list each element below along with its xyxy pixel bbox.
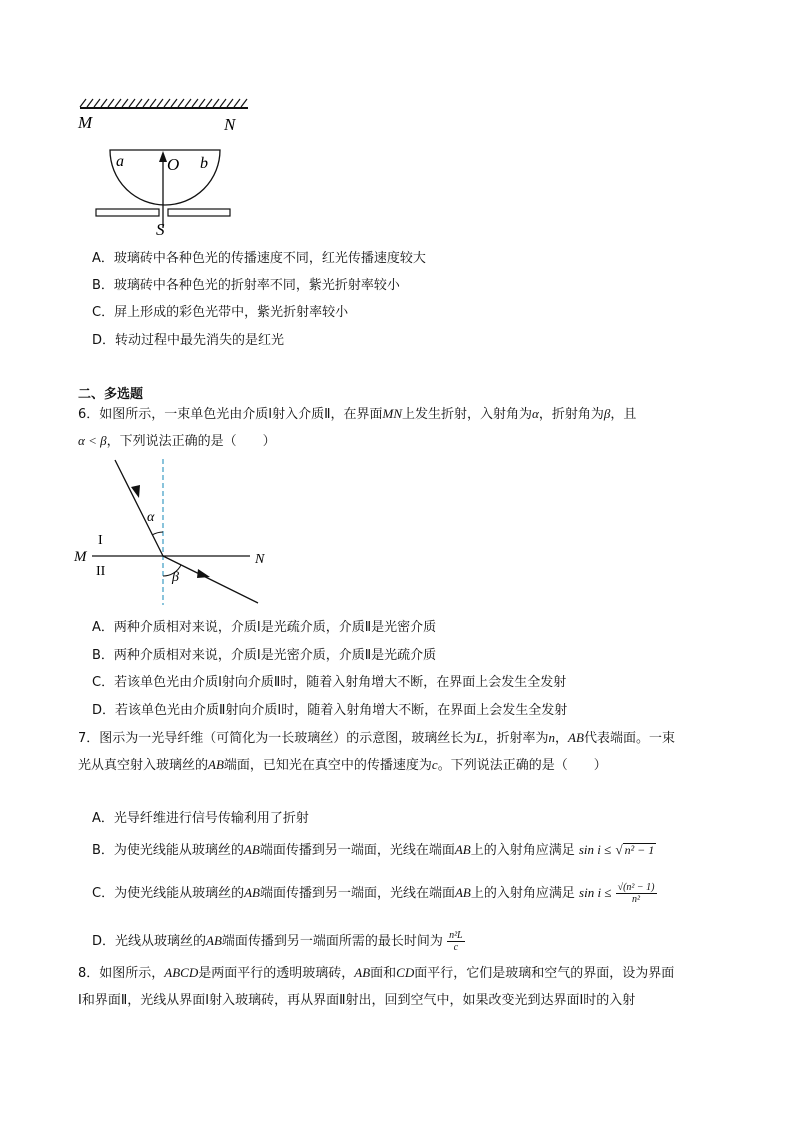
angle-alpha-arc [152,532,163,535]
q7-stem-line2 [78,756,607,775]
q7-AB2: AB [208,757,224,772]
figure-semicircle-prism [0,0,794,240]
q8-text-d: 面平行，它们是玻璃和空气的界面，设为界面 [414,966,675,981]
q7-c-AB2: AB [454,885,471,900]
q7-c-text-c: 上的入射角应满足 [470,886,575,901]
q7-c-numerator: √(n² − 1) [617,882,655,893]
label-beta: β [172,570,179,585]
q7-b-AB: AB [243,842,260,857]
q7-text-b: ，折射率为 [483,731,549,746]
q7-L: L [476,730,484,745]
q7-text-c: ， [555,731,569,746]
q5-option-d: D．转动过程中最先消失的是红光 [92,333,285,348]
label-medium-I: I [98,533,103,548]
slit-plate-left [96,209,159,216]
q7-text-d: 代表端面。一束 [583,731,675,746]
q6-option-b: B．两种介质相对来说，介质Ⅰ是光密介质，介质Ⅱ是光疏介质 [92,648,437,663]
q7-d-denominator: c [453,942,459,953]
q5-option-a: A．玻璃砖中各种色光的传播速度不同，红光传播速度较大 [92,251,426,266]
label-N: N [224,115,236,134]
label-S: S [156,220,165,239]
q8-text-a: 8．如图所示， [78,966,165,981]
q7-b-text-a: B．为使光线能从玻璃丝的 [92,843,244,858]
q6-alpha: α [532,406,539,421]
q7-c-fraction [616,882,657,905]
q7-b-radicand: n² − 1 [624,843,655,857]
q7-d-fraction [447,930,465,953]
label-N2: N [255,552,265,567]
q7-text-f: 端面，已知光在真空中的传播速度为 [223,758,432,773]
mirror-hatching [80,99,248,108]
q6-text-a: 6．如图所示，一束单色光由介质Ⅰ射入介质Ⅱ，在界面 [78,407,383,422]
q7-option-d [92,926,465,956]
q7-option-c [92,876,657,910]
q6-beta: β [603,406,611,421]
q6-option-a: A．两种介质相对来说，介质Ⅰ是光疏介质，介质Ⅱ是光密介质 [92,620,437,635]
q7-option-a: A．光导纤维进行信号传输利用了折射 [92,811,309,826]
q7-b-text-b: 端面传播到另一端面，光线在端面 [259,843,455,858]
q7-c-sin: sin i ≤ [579,885,612,900]
label-O: O [167,155,180,174]
q6-condition: α < β [78,433,107,448]
q7-d-text-b: 端面传播到另一端面所需的最长时间为 [221,934,443,949]
q6-text-c: ，折射角为 [538,407,604,422]
q7-c: c [431,757,438,772]
q6-text-d: ，且 [610,407,637,422]
q7-d-AB: AB [206,933,222,948]
q7-c-text-b: 端面传播到另一端面，光线在端面 [259,886,455,901]
q6-text-b: 上发生折射，入射角为 [402,407,533,422]
refracted-arrowhead [197,569,210,578]
q7-text-e: 光从真空射入玻璃丝的 [78,758,209,773]
q7-option-b: B．为使光线能从玻璃丝的AB端面传播到另一端面，光线在端面AB上的入射角应满足 sin i ≤ √ n² − 1 [92,842,655,858]
label-M: M [78,113,93,132]
q8-ABCD: ABCD [164,965,199,980]
q5-option-c: C．屏上形成的彩色光带中，紫光折射率较小 [92,305,349,320]
q7-AB: AB [568,730,584,745]
q7-text-a: 7．图示为一光导纤维（可简化为一长玻璃丝）的示意图，玻璃丝长为 [78,731,477,746]
incident-ray [115,460,163,556]
q7-b-text-c: 上的入射角应满足 [470,843,575,858]
section-heading: 二、多选题 [78,387,144,402]
label-medium-II: II [96,564,106,579]
q7-stem-line1 [78,729,675,748]
q8-text-c: 面和 [370,966,397,981]
q7-c-text-a: C．为使光线能从玻璃丝的 [92,886,245,901]
label-a: a [116,153,124,170]
q7-n: n [548,730,556,745]
q7-d-text-a: D．光线从玻璃丝的 [92,934,207,949]
q7-d-numerator: n²L [449,930,463,941]
q6-option-d: D．若该单色光由介质Ⅱ射向介质Ⅰ时，随着入射角增大不断，在界面上会发生全发射 [92,703,568,718]
q7-b-AB2: AB [454,842,471,857]
q8-stem-line2: Ⅰ和界面Ⅱ，光线从界面Ⅰ射入玻璃砖，再从界面Ⅱ射出，回到空气中，如果改变光到达界面Ⅰ时的入射 [78,993,636,1008]
q6-text-e: ，下列说法正确的是（ ） [106,434,276,449]
q6-option-c: C．若该单色光由介质Ⅰ射向介质Ⅱ时，随着入射角增大不断，在界面上会发生全发射 [92,675,567,690]
ray-arrowhead [159,151,167,162]
q7-c-AB: AB [244,885,260,900]
q6-stem-line1 [78,405,636,424]
q7-c-denominator: n² [632,894,641,905]
label-alpha: α [147,510,155,525]
slit-plate-right [168,209,230,216]
q6-mn: MN [382,406,403,421]
q5-option-b: B．玻璃砖中各种色光的折射率不同，紫光折射率较小 [92,278,400,293]
figure-refraction [0,455,794,615]
label-M2: M [74,549,87,565]
label-b: b [200,155,208,172]
q6-stem-line2 [78,432,276,451]
q7-text-g: 。下列说法正确的是（ ） [437,758,607,773]
q8-CD: CD [396,965,415,980]
q8-stem-line1 [78,964,674,983]
q8-AB: AB [354,965,371,980]
q7-b-sin: sin i ≤ [578,842,612,857]
q8-text-b: 是两面平行的透明玻璃砖， [198,966,355,981]
